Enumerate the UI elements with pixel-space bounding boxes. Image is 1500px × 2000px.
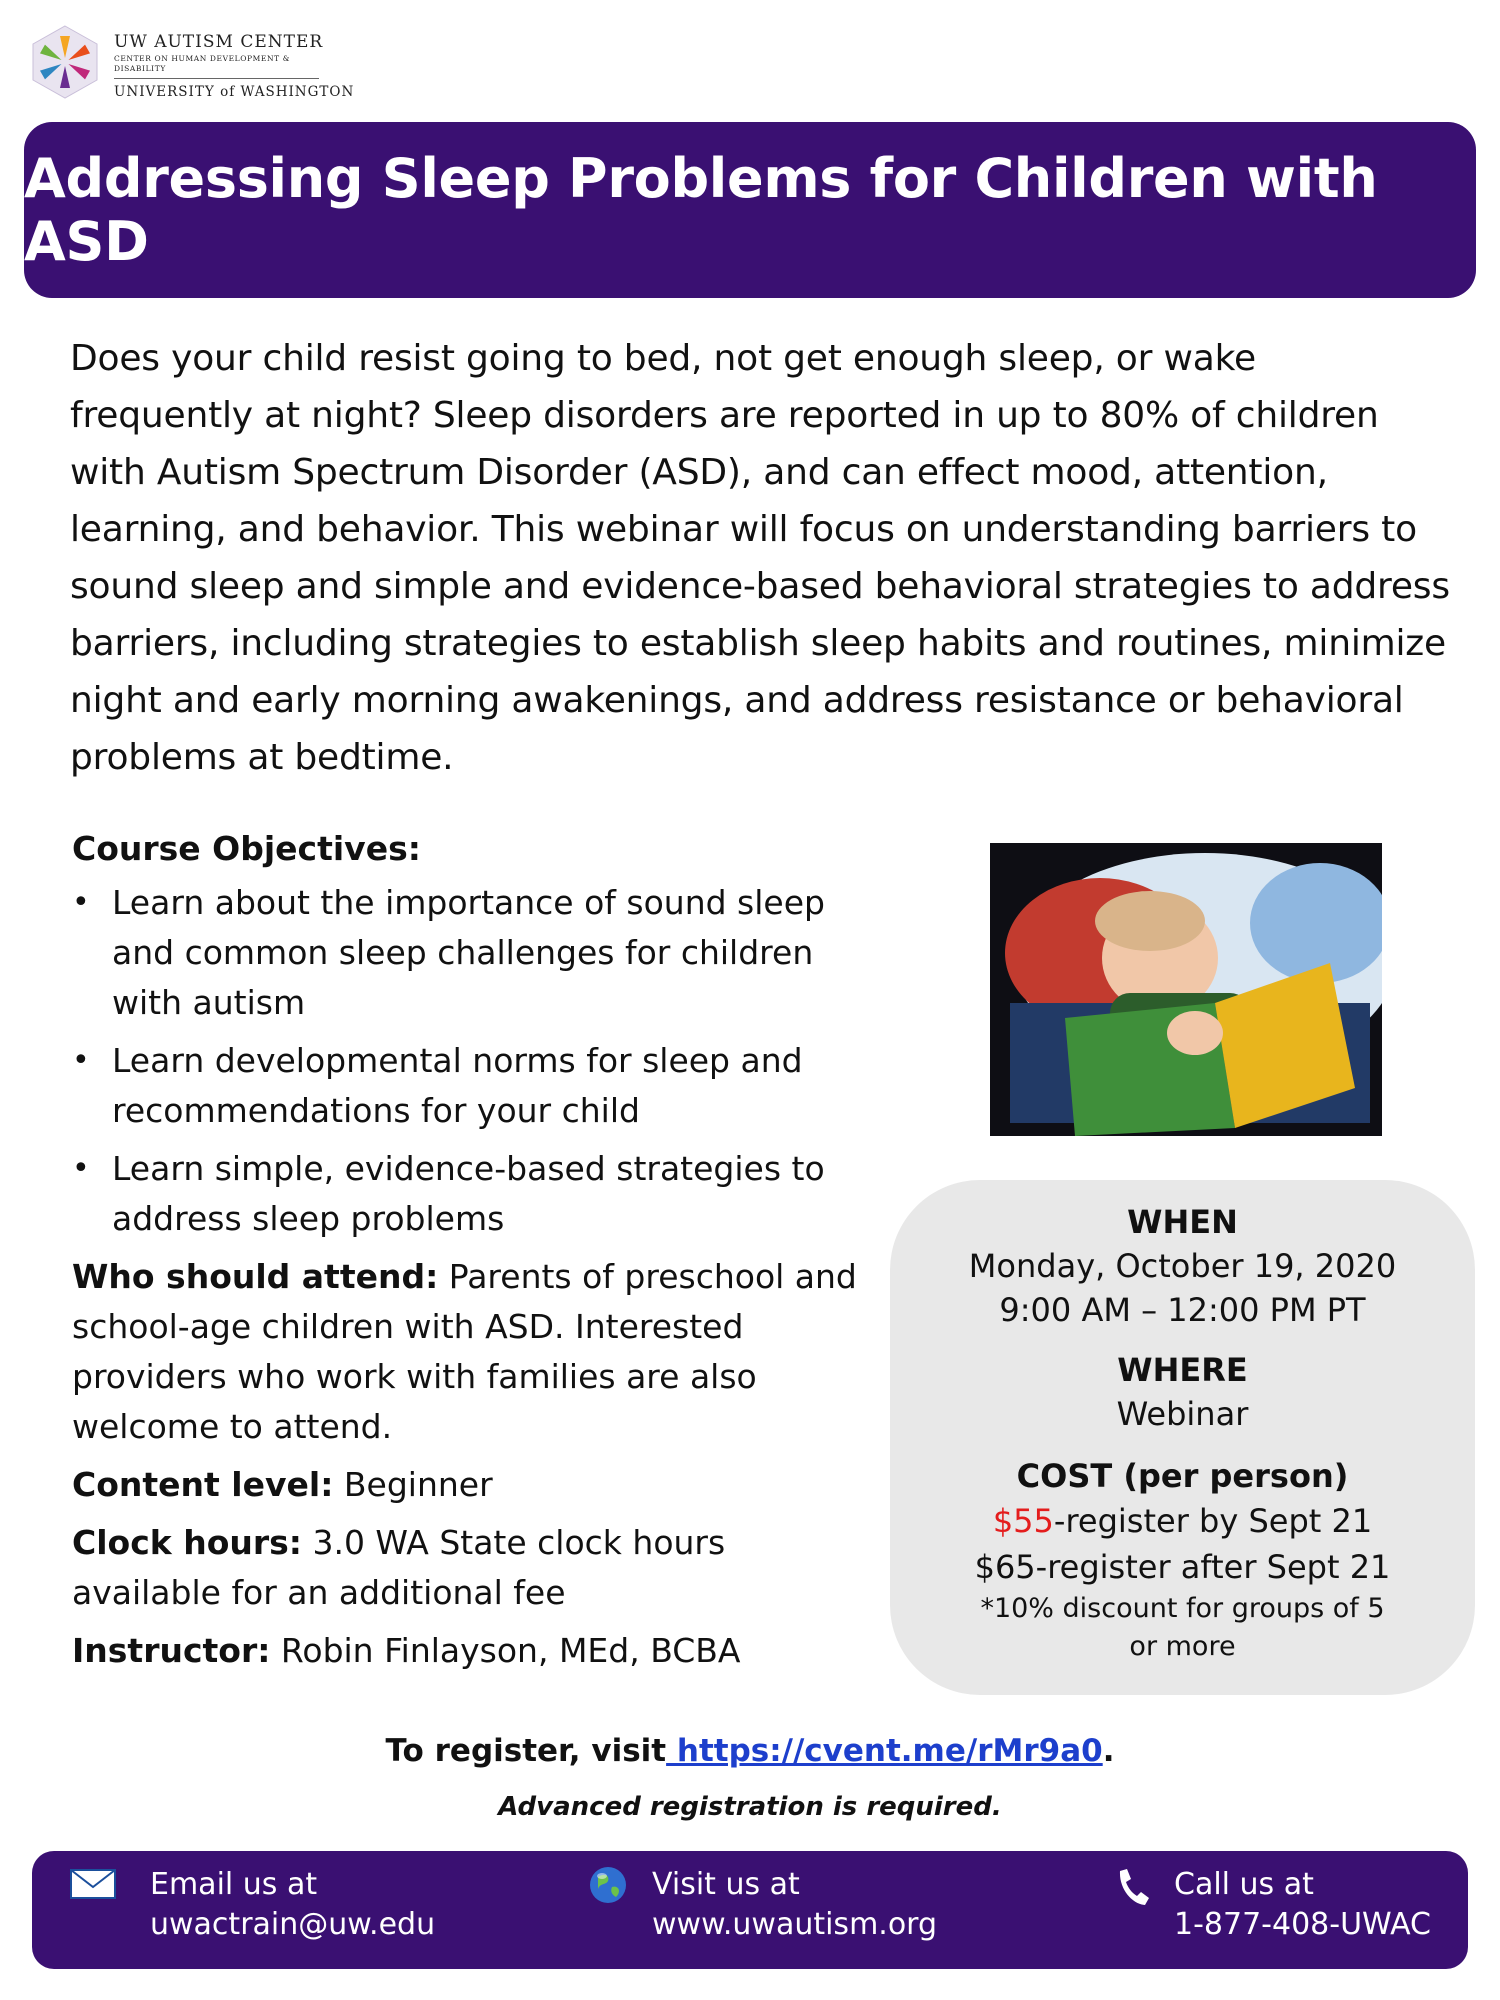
instructor bbox=[72, 1626, 872, 1676]
objectives-heading: Course Objectives: bbox=[72, 829, 421, 868]
objective-item: • Learn simple, evidence-based strategies to address sleep problems bbox=[72, 1144, 872, 1244]
visit-value[interactable]: www.uwautism.org bbox=[652, 1907, 938, 1942]
email-label: Email us at bbox=[150, 1867, 318, 1902]
cost-early bbox=[890, 1498, 1475, 1544]
sleeping-child-photo bbox=[990, 843, 1382, 1136]
objective-item: • Learn about the importance of sound sleep and common sleep challenges for children with autism bbox=[72, 878, 872, 1028]
website-block bbox=[652, 1865, 937, 1945]
clock-text: 3.0 WA State clock hours available for an additional fee bbox=[72, 1523, 726, 1612]
globe-icon bbox=[588, 1865, 628, 1905]
org-line-1: UW AUTISM CENTER bbox=[114, 32, 324, 52]
organization-name bbox=[114, 32, 354, 102]
objectives-list bbox=[72, 878, 872, 1244]
event-info-panel bbox=[890, 1180, 1475, 1695]
course-details bbox=[72, 824, 872, 1676]
objective-item: • Learn developmental norms for sleep and recommendations for your child bbox=[72, 1036, 872, 1136]
who-text: Parents of preschool and school-age children with ASD. Interested providers who work with families are also welcome to attend. bbox=[72, 1257, 857, 1446]
contact-footer bbox=[32, 1851, 1468, 1969]
cost-early-price: $55 bbox=[992, 1502, 1054, 1540]
when-date: Monday, October 19, 2020 bbox=[968, 1247, 1397, 1285]
clock-hours bbox=[72, 1518, 872, 1618]
phone-block bbox=[1174, 1865, 1431, 1945]
instructor-text: Robin Finlayson, MEd, BCBA bbox=[270, 1631, 741, 1670]
content-level bbox=[72, 1460, 872, 1510]
register-line bbox=[0, 1733, 1500, 1769]
content-label: Content level: bbox=[72, 1465, 334, 1504]
where-heading: WHERE bbox=[1117, 1351, 1248, 1389]
phone-icon bbox=[1114, 1867, 1150, 1907]
instructor-label: Instructor: bbox=[72, 1631, 271, 1670]
clock-label: Clock hours: bbox=[72, 1523, 302, 1562]
who-should-attend bbox=[72, 1252, 872, 1452]
group-discount: *10% discount for groups of 5 or more bbox=[980, 1593, 1385, 1662]
when-heading: WHEN bbox=[1127, 1203, 1238, 1241]
page-title: Addressing Sleep Problems for Children with ASD bbox=[24, 147, 1378, 273]
email-value[interactable]: uwactrain@uw.edu bbox=[150, 1907, 436, 1942]
registration-note: Advanced registration is required. bbox=[498, 1792, 1002, 1822]
cost-early-text: -register by Sept 21 bbox=[1053, 1502, 1373, 1540]
register-suffix: . bbox=[1102, 1733, 1115, 1769]
uw-autism-center-logo-icon bbox=[30, 24, 100, 100]
org-line-2: CENTER ON HUMAN DEVELOPMENT & DISABILITY bbox=[114, 54, 319, 79]
email-block bbox=[150, 1865, 435, 1945]
org-line-3: UNIVERSITY of WASHINGTON bbox=[114, 84, 355, 100]
call-value[interactable]: 1-877-408-UWAC bbox=[1174, 1907, 1432, 1942]
title-banner bbox=[24, 122, 1476, 298]
visit-label: Visit us at bbox=[652, 1867, 800, 1902]
intro-paragraph: Does your child resist going to bed, not get enough sleep, or wake frequently at night? Sleep disorders are reported in up to 80% of children with Autism Spectrum Disorder (ASD), and can effect mood, attention, learning, and behavior. This webinar will focus on understanding barriers to sound sleep and simple and evidence-based behavioral strategies to address barriers, including strategies to establish sleep habits and routines, minimize night and early morning awakenings, and address resistance or behavioral problems at bedtime. bbox=[70, 338, 1450, 778]
cost-heading: COST (per person) bbox=[1016, 1457, 1349, 1495]
register-link[interactable]: https://cvent.me/rMr9a0 bbox=[666, 1733, 1103, 1769]
call-label: Call us at bbox=[1174, 1867, 1314, 1902]
who-label: Who should attend: bbox=[72, 1257, 439, 1296]
cost-late: $65-register after Sept 21 bbox=[974, 1548, 1391, 1586]
where-text: Webinar bbox=[1116, 1395, 1249, 1433]
register-prefix: To register, visit bbox=[385, 1733, 667, 1769]
envelope-icon bbox=[70, 1869, 116, 1899]
when-time: 9:00 AM – 12:00 PM PT bbox=[999, 1291, 1366, 1329]
content-text: Beginner bbox=[333, 1465, 493, 1504]
